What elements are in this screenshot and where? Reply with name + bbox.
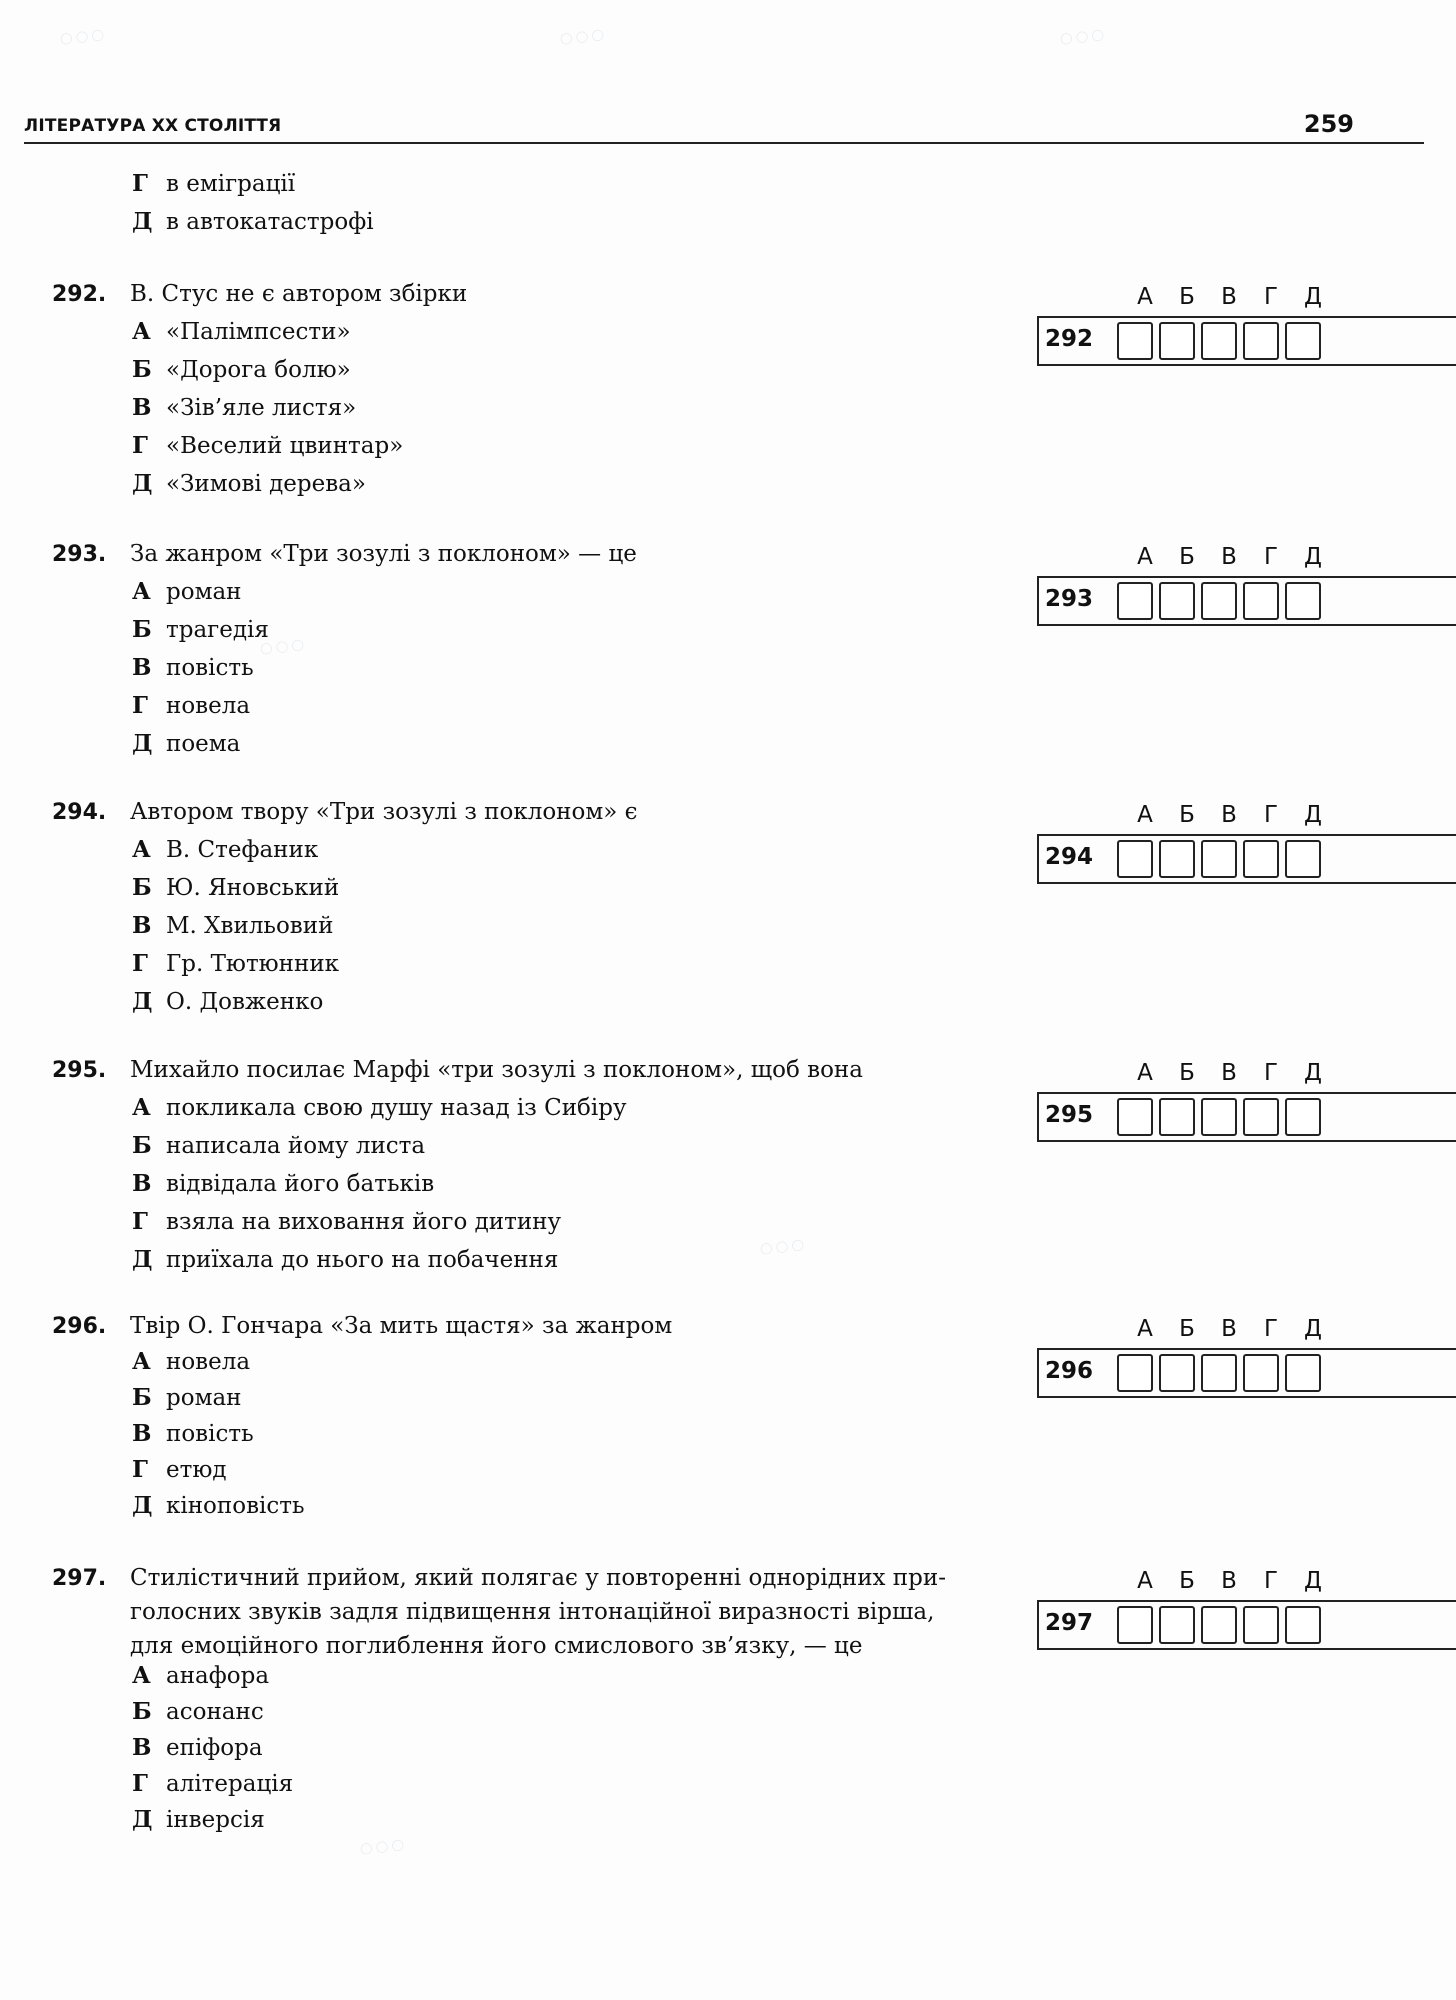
answer-cell-b[interactable] (1159, 1354, 1195, 1392)
option-letter: Б (132, 616, 152, 643)
answer-letter: В (1221, 1568, 1237, 1594)
option-text: покликала свою душу назад із Сибіру (166, 1095, 627, 1121)
answer-letter: Д (1304, 284, 1322, 310)
option-item (132, 1804, 265, 1836)
answer-box (1037, 1568, 1456, 1658)
option-text: алітерація (166, 1771, 294, 1797)
option-item (132, 1130, 425, 1162)
answer-letter: Г (1263, 544, 1279, 570)
answer-cell-b[interactable] (1159, 1098, 1195, 1136)
option-text: О. Довженко (166, 989, 324, 1015)
answer-letter: Б (1179, 544, 1195, 570)
answer-cell-v[interactable] (1201, 1098, 1237, 1136)
question-stem: Михайло посилає Марфі «три зозулі з поклоном», щоб вона (130, 1057, 863, 1083)
option-item (132, 1346, 250, 1378)
question-number: 297. (52, 1566, 107, 1591)
option-letter: А (132, 1094, 151, 1121)
option-text: приїхала до нього на побачення (166, 1247, 559, 1273)
option-text: «Зимові дерева» (166, 471, 366, 497)
answer-question-label: 293 (1045, 586, 1094, 612)
option-text: роман (166, 1385, 242, 1411)
section-title: ЛІТЕРАТУРА ХХ СТОЛІТТЯ (24, 116, 282, 136)
option-text: написала йому листа (166, 1133, 426, 1159)
answer-letter: Б (1179, 1060, 1195, 1086)
option-text: повість (166, 1421, 254, 1447)
option-item (132, 986, 323, 1018)
answer-letter: Д (1304, 802, 1322, 828)
option-letter: Д (132, 1806, 153, 1833)
option-item (132, 316, 351, 348)
option-item (132, 1490, 305, 1522)
option-letter: А (132, 318, 151, 345)
answer-grid (1037, 1600, 1456, 1650)
option-item (132, 1454, 227, 1486)
option-letter: Б (132, 1384, 152, 1411)
option-item (132, 1168, 434, 1200)
option-letter: Г (132, 170, 148, 197)
option-text: «Палімпсести» (166, 319, 351, 345)
answer-cell-h[interactable] (1243, 840, 1279, 878)
option-letter: Г (132, 950, 148, 977)
option-text: трагедія (166, 617, 269, 643)
option-item (132, 430, 403, 462)
answer-cell-h[interactable] (1243, 582, 1279, 620)
option-item (132, 1660, 269, 1692)
answer-question-label: 294 (1045, 844, 1094, 870)
answer-letter: А (1137, 1568, 1153, 1594)
answer-grid (1037, 834, 1456, 884)
option-item (132, 1768, 293, 1800)
answer-grid (1037, 1092, 1456, 1142)
option-item (132, 392, 356, 424)
answer-letter: Д (1304, 1316, 1322, 1342)
option-text: епіфора (166, 1735, 263, 1761)
answer-letter: В (1221, 802, 1237, 828)
option-text: відвідала його батьків (166, 1171, 435, 1197)
option-letter: Г (132, 1770, 148, 1797)
answer-letter: Д (1304, 1060, 1322, 1086)
question-number: 293. (52, 542, 107, 567)
option-letter: Д (132, 208, 153, 235)
answer-cell-d[interactable] (1285, 1606, 1321, 1644)
answer-letter: А (1137, 1316, 1153, 1342)
answer-cell-a[interactable] (1117, 322, 1153, 360)
answer-cell-b[interactable] (1159, 1606, 1195, 1644)
answer-question-label: 297 (1045, 1610, 1094, 1636)
answer-cell-a[interactable] (1117, 1098, 1153, 1136)
option-item (132, 1696, 264, 1728)
option-item (132, 1244, 558, 1276)
answer-box (1037, 284, 1456, 374)
answer-grid (1037, 576, 1456, 626)
answer-cell-h[interactable] (1243, 322, 1279, 360)
answer-cell-v[interactable] (1201, 1606, 1237, 1644)
option-item (132, 206, 374, 238)
option-item (132, 614, 269, 646)
answer-cell-b[interactable] (1159, 322, 1195, 360)
watermark-logo-icon: ◯ ◯ ◯ (1059, 27, 1105, 46)
question-stem: Автором твору «Три зозулі з поклоном» є (130, 799, 638, 825)
answer-cell-h[interactable] (1243, 1098, 1279, 1136)
option-text: анафора (166, 1663, 270, 1689)
answer-letter: Г (1263, 284, 1279, 310)
option-item (132, 652, 254, 684)
answer-cell-a[interactable] (1117, 840, 1153, 878)
option-item (132, 576, 242, 608)
option-text: поема (166, 731, 241, 757)
question-stem: Твір О. Гончара «За мить щастя» за жанром (130, 1313, 673, 1339)
question-number: 292. (52, 282, 107, 307)
answer-cell-v[interactable] (1201, 322, 1237, 360)
option-text: в еміграції (166, 171, 296, 197)
answer-question-label: 295 (1045, 1102, 1094, 1128)
option-text: «Дорога болю» (166, 357, 351, 383)
answer-question-label: 296 (1045, 1358, 1094, 1384)
answer-letter: В (1221, 1316, 1237, 1342)
option-letter: Б (132, 1132, 152, 1159)
option-letter: Д (132, 470, 153, 497)
question-number: 296. (52, 1314, 107, 1339)
answer-cell-v[interactable] (1201, 1354, 1237, 1392)
watermark-logo-icon: ◯ ◯ ◯ (759, 1237, 805, 1256)
answer-cell-h[interactable] (1243, 1606, 1279, 1644)
answer-letter: Д (1304, 1568, 1322, 1594)
option-item (132, 910, 333, 942)
watermark-logo-icon: ◯ ◯ ◯ (59, 27, 105, 46)
answer-letter: В (1221, 544, 1237, 570)
question-stem-line: голосних звуків задля підвищення інтонаційної виразності вірша, (130, 1599, 935, 1625)
option-letter: Г (132, 432, 148, 459)
answer-cell-a[interactable] (1117, 1606, 1153, 1644)
option-letter: В (132, 912, 152, 939)
answer-box (1037, 802, 1456, 892)
answer-box (1037, 1316, 1456, 1406)
option-text: новела (166, 1349, 251, 1375)
answer-cell-v[interactable] (1201, 582, 1237, 620)
option-letter: Б (132, 874, 152, 901)
question-stem: В. Стус не є автором збірки (130, 281, 468, 307)
answer-letter: А (1137, 544, 1153, 570)
option-letter: А (132, 1348, 151, 1375)
option-letter: Д (132, 1246, 153, 1273)
option-item (132, 690, 250, 722)
watermark-logo-icon: ◯ ◯ ◯ (359, 1837, 405, 1856)
option-item (132, 948, 339, 980)
answer-letter: Б (1179, 1316, 1195, 1342)
option-letter: В (132, 1170, 152, 1197)
option-text: повість (166, 655, 254, 681)
option-text: В. Стефаник (166, 837, 319, 863)
page-number: 259 (1303, 110, 1354, 138)
option-item (132, 872, 339, 904)
answer-letter: В (1221, 1060, 1237, 1086)
option-item (132, 1732, 263, 1764)
answer-letter: Г (1263, 1316, 1279, 1342)
option-letter: Б (132, 1698, 152, 1725)
option-text: кіноповість (166, 1493, 305, 1519)
answer-letter: Б (1179, 1568, 1195, 1594)
answer-letter: А (1137, 1060, 1153, 1086)
answer-letter: Г (1263, 1568, 1279, 1594)
answer-letter: Д (1304, 544, 1322, 570)
answer-cell-d[interactable] (1285, 582, 1321, 620)
option-letter: В (132, 394, 152, 421)
answer-letter: А (1137, 284, 1153, 310)
option-text: М. Хвильовий (166, 913, 334, 939)
option-item (132, 1206, 561, 1238)
answer-letter: Б (1179, 802, 1195, 828)
option-text: «Зів’яле листя» (166, 395, 357, 421)
option-letter: А (132, 836, 151, 863)
answer-cell-d[interactable] (1285, 1098, 1321, 1136)
question-stem: За жанром «Три зозулі з поклоном» — це (130, 541, 637, 567)
option-letter: Г (132, 1456, 148, 1483)
option-text: в автокатастрофі (166, 209, 374, 235)
page-header (24, 106, 1424, 144)
question-number: 294. (52, 800, 107, 825)
option-text: Гр. Тютюнник (166, 951, 340, 977)
option-item (132, 1418, 254, 1450)
answer-cell-a[interactable] (1117, 582, 1153, 620)
option-letter: Д (132, 730, 153, 757)
option-letter: А (132, 1662, 151, 1689)
option-item (132, 728, 240, 760)
option-letter: В (132, 1734, 152, 1761)
answer-cell-d[interactable] (1285, 840, 1321, 878)
watermark-logo-icon: ◯ ◯ ◯ (259, 637, 305, 656)
answer-grid (1037, 316, 1456, 366)
option-letter: В (132, 1420, 152, 1447)
answer-letter: Г (1263, 1060, 1279, 1086)
option-letter: Д (132, 988, 153, 1015)
answer-cell-d[interactable] (1285, 322, 1321, 360)
answer-cell-b[interactable] (1159, 840, 1195, 878)
option-item (132, 1092, 627, 1124)
answer-letter: В (1221, 284, 1237, 310)
option-text: Ю. Яновський (166, 875, 340, 901)
option-letter: Г (132, 692, 148, 719)
answer-cell-b[interactable] (1159, 582, 1195, 620)
question-number: 295. (52, 1058, 107, 1083)
option-text: асонанс (166, 1699, 264, 1725)
answer-box (1037, 544, 1456, 634)
question-stem-line: Стилістичний прийом, який полягає у повторенні однорідних при- (130, 1565, 946, 1591)
answer-cell-h[interactable] (1243, 1354, 1279, 1392)
option-letter: Б (132, 356, 152, 383)
option-item (132, 834, 318, 866)
answer-cell-d[interactable] (1285, 1354, 1321, 1392)
option-item (132, 354, 351, 386)
option-letter: Д (132, 1492, 153, 1519)
watermark-logo-icon: ◯ ◯ ◯ (559, 27, 605, 46)
option-text: новела (166, 693, 251, 719)
question-stem-line: для емоційного поглиблення його смислового зв’язку, — це (130, 1633, 863, 1659)
option-text: «Веселий цвинтар» (166, 433, 404, 459)
option-text: етюд (166, 1457, 227, 1483)
option-text: взяла на виховання його дитину (166, 1209, 562, 1235)
answer-grid (1037, 1348, 1456, 1398)
answer-question-label: 292 (1045, 326, 1094, 352)
option-letter: Г (132, 1208, 148, 1235)
option-letter: В (132, 654, 152, 681)
option-text: інверсія (166, 1807, 265, 1833)
option-item (132, 468, 366, 500)
answer-letter: Г (1263, 802, 1279, 828)
answer-letter: А (1137, 802, 1153, 828)
answer-cell-v[interactable] (1201, 840, 1237, 878)
option-item (132, 168, 295, 200)
option-letter: А (132, 578, 151, 605)
option-item (132, 1382, 242, 1414)
answer-letter: Б (1179, 284, 1195, 310)
answer-cell-a[interactable] (1117, 1354, 1153, 1392)
answer-box (1037, 1060, 1456, 1150)
option-text: роман (166, 579, 242, 605)
